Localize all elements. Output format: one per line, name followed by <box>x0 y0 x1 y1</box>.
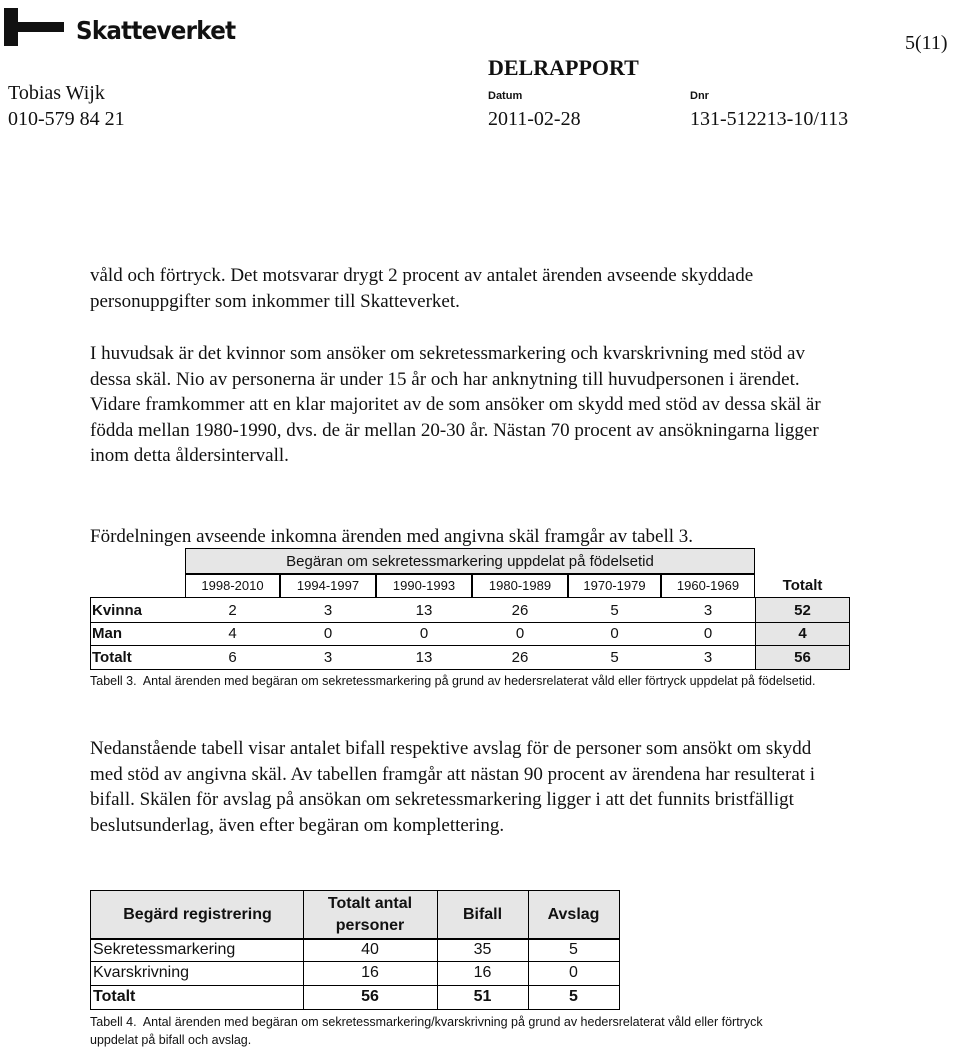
table-4-header: Begärd registrering <box>123 906 272 923</box>
table-3-header: 1990-1993 <box>376 573 472 598</box>
table-4-caption: Tabell 4. Antal ärenden med begäran om sekretessmarkering/kvarskrivning på grund av hedersrelaterat våld eller förtryck uppdelat på bifall och avslag. <box>90 1015 763 1047</box>
table-4-row-label: Totalt <box>93 988 136 1005</box>
table-3-cell: 2 <box>228 601 237 619</box>
table-3-title: Begäran om sekretessmarkering uppdelat på födelsetid <box>185 548 755 575</box>
table-3-cell: 0 <box>610 625 619 642</box>
table-3-row-label: Kvinna <box>92 601 143 619</box>
dnr-label: Dnr <box>690 90 709 102</box>
table-3-header: 1994-1997 <box>280 573 376 598</box>
table-4-header: Totalt antal personer <box>327 895 413 934</box>
table-4-cell: 35 <box>473 940 492 958</box>
table-3-cell: 0 <box>703 625 713 642</box>
table-3-header: 1998-2010 <box>185 573 280 598</box>
table-4-cell: 51 <box>473 988 492 1005</box>
table-4-cell: 5 <box>569 940 578 958</box>
table-3-cell: 3 <box>703 601 713 619</box>
table-3-cell: 13 <box>415 648 433 666</box>
table-3-caption: Tabell 3. Antal ärenden med begäran om sekretessmarkering på grund av hedersrelaterat våld eller förtryck uppdelat på födelsetid. <box>90 674 816 688</box>
paragraph-4: Nedanstående tabell visar antalet bifall respektive avslag för de personer som ansökt om skydd med stöd av angivna skäl. Av tabellen framgår att nästan 90 procent av ärendena har resulterat i bifall. Skälen för avslag på ansökan om sekretessmarkering ligger i att det funnits bristfälligt beslutsunderlag, även efter begäran om komplettering. <box>90 738 816 836</box>
paragraph-3: Fördelningen avseende inkomna ärenden med angivna skäl framgår av tabell 3. <box>90 526 694 547</box>
author-name: Tobias Wijk <box>8 82 105 104</box>
table-3-cell-total: 52 <box>794 601 811 619</box>
table-3-cell: 0 <box>323 625 333 642</box>
table-4-row-label: Sekretessmarkering <box>93 940 236 958</box>
table-3-row-label: Totalt <box>92 648 132 666</box>
table-3-cell: 3 <box>703 648 713 666</box>
brand-name: Skatteverket <box>76 16 236 45</box>
table-3-cell-total: 4 <box>798 625 807 642</box>
table-3-cell: 26 <box>511 601 529 619</box>
table-3-cell: 0 <box>515 625 525 642</box>
table-3-cell: 26 <box>511 648 529 666</box>
date-value: 2011-02-28 <box>488 108 581 130</box>
table-3-header: Totalt <box>782 577 823 594</box>
table-3-cell-total: 56 <box>794 648 811 666</box>
table-4-cell: 16 <box>473 964 492 981</box>
table-4-cell: 40 <box>361 940 379 958</box>
table-3-header: 1980-1989 <box>472 573 568 598</box>
table-4-cell: 5 <box>569 988 578 1005</box>
table-3-cell: 3 <box>323 601 333 619</box>
table-4-header: Bifall <box>462 906 503 923</box>
table-3-cell: 5 <box>610 601 619 619</box>
table-4-cell: 0 <box>569 964 578 981</box>
table-3-header: 1960-1969 <box>661 573 755 598</box>
table-3-row-label: Man <box>92 625 122 642</box>
paragraph-2: I huvudsak är det kvinnor som ansöker om sekretessmarkering och kvarskrivning med stöd av dessa skäl. Nio av personerna är under 15 år och har anknytning till huvudpersonen i ärendet. Vidare framkommer att en klar majoritet av de som ansöker om skydd med stöd av dessa skäl är födda mellan 1980-1990, dvs. de är mellan 20-30 år. Nästan 70 procent av ansökningarna ligger inom detta åldersintervall. <box>90 343 821 466</box>
table-3-header: 1970-1979 <box>568 573 661 598</box>
page-number: 5(11) <box>905 32 948 54</box>
dnr-value: 131-512213-10/113 <box>690 108 849 130</box>
table-4-header: Avslag <box>547 906 600 923</box>
table-3-cell: 3 <box>323 648 333 666</box>
paragraph-1: våld och förtryck. Det motsvarar drygt 2 procent av antalet ärenden avseende skyddade personuppgifter som inkommer till Skatteverket. <box>90 265 754 312</box>
date-label: Datum <box>488 90 523 102</box>
table-4-row-label: Kvarskrivning <box>93 964 190 981</box>
document-type: DELRAPPORT <box>488 55 639 80</box>
table-4-cell: 16 <box>361 964 379 981</box>
table-3-cell: 5 <box>610 648 619 666</box>
table-3-cell: 4 <box>228 625 237 642</box>
table-3-cell: 0 <box>419 625 429 642</box>
table-4-cell: 56 <box>361 988 379 1005</box>
table-3-cell: 13 <box>415 601 433 619</box>
skatteverket-logo-icon <box>4 8 64 46</box>
table-3-cell: 6 <box>228 648 237 666</box>
author-phone: 010-579 84 21 <box>8 108 125 130</box>
